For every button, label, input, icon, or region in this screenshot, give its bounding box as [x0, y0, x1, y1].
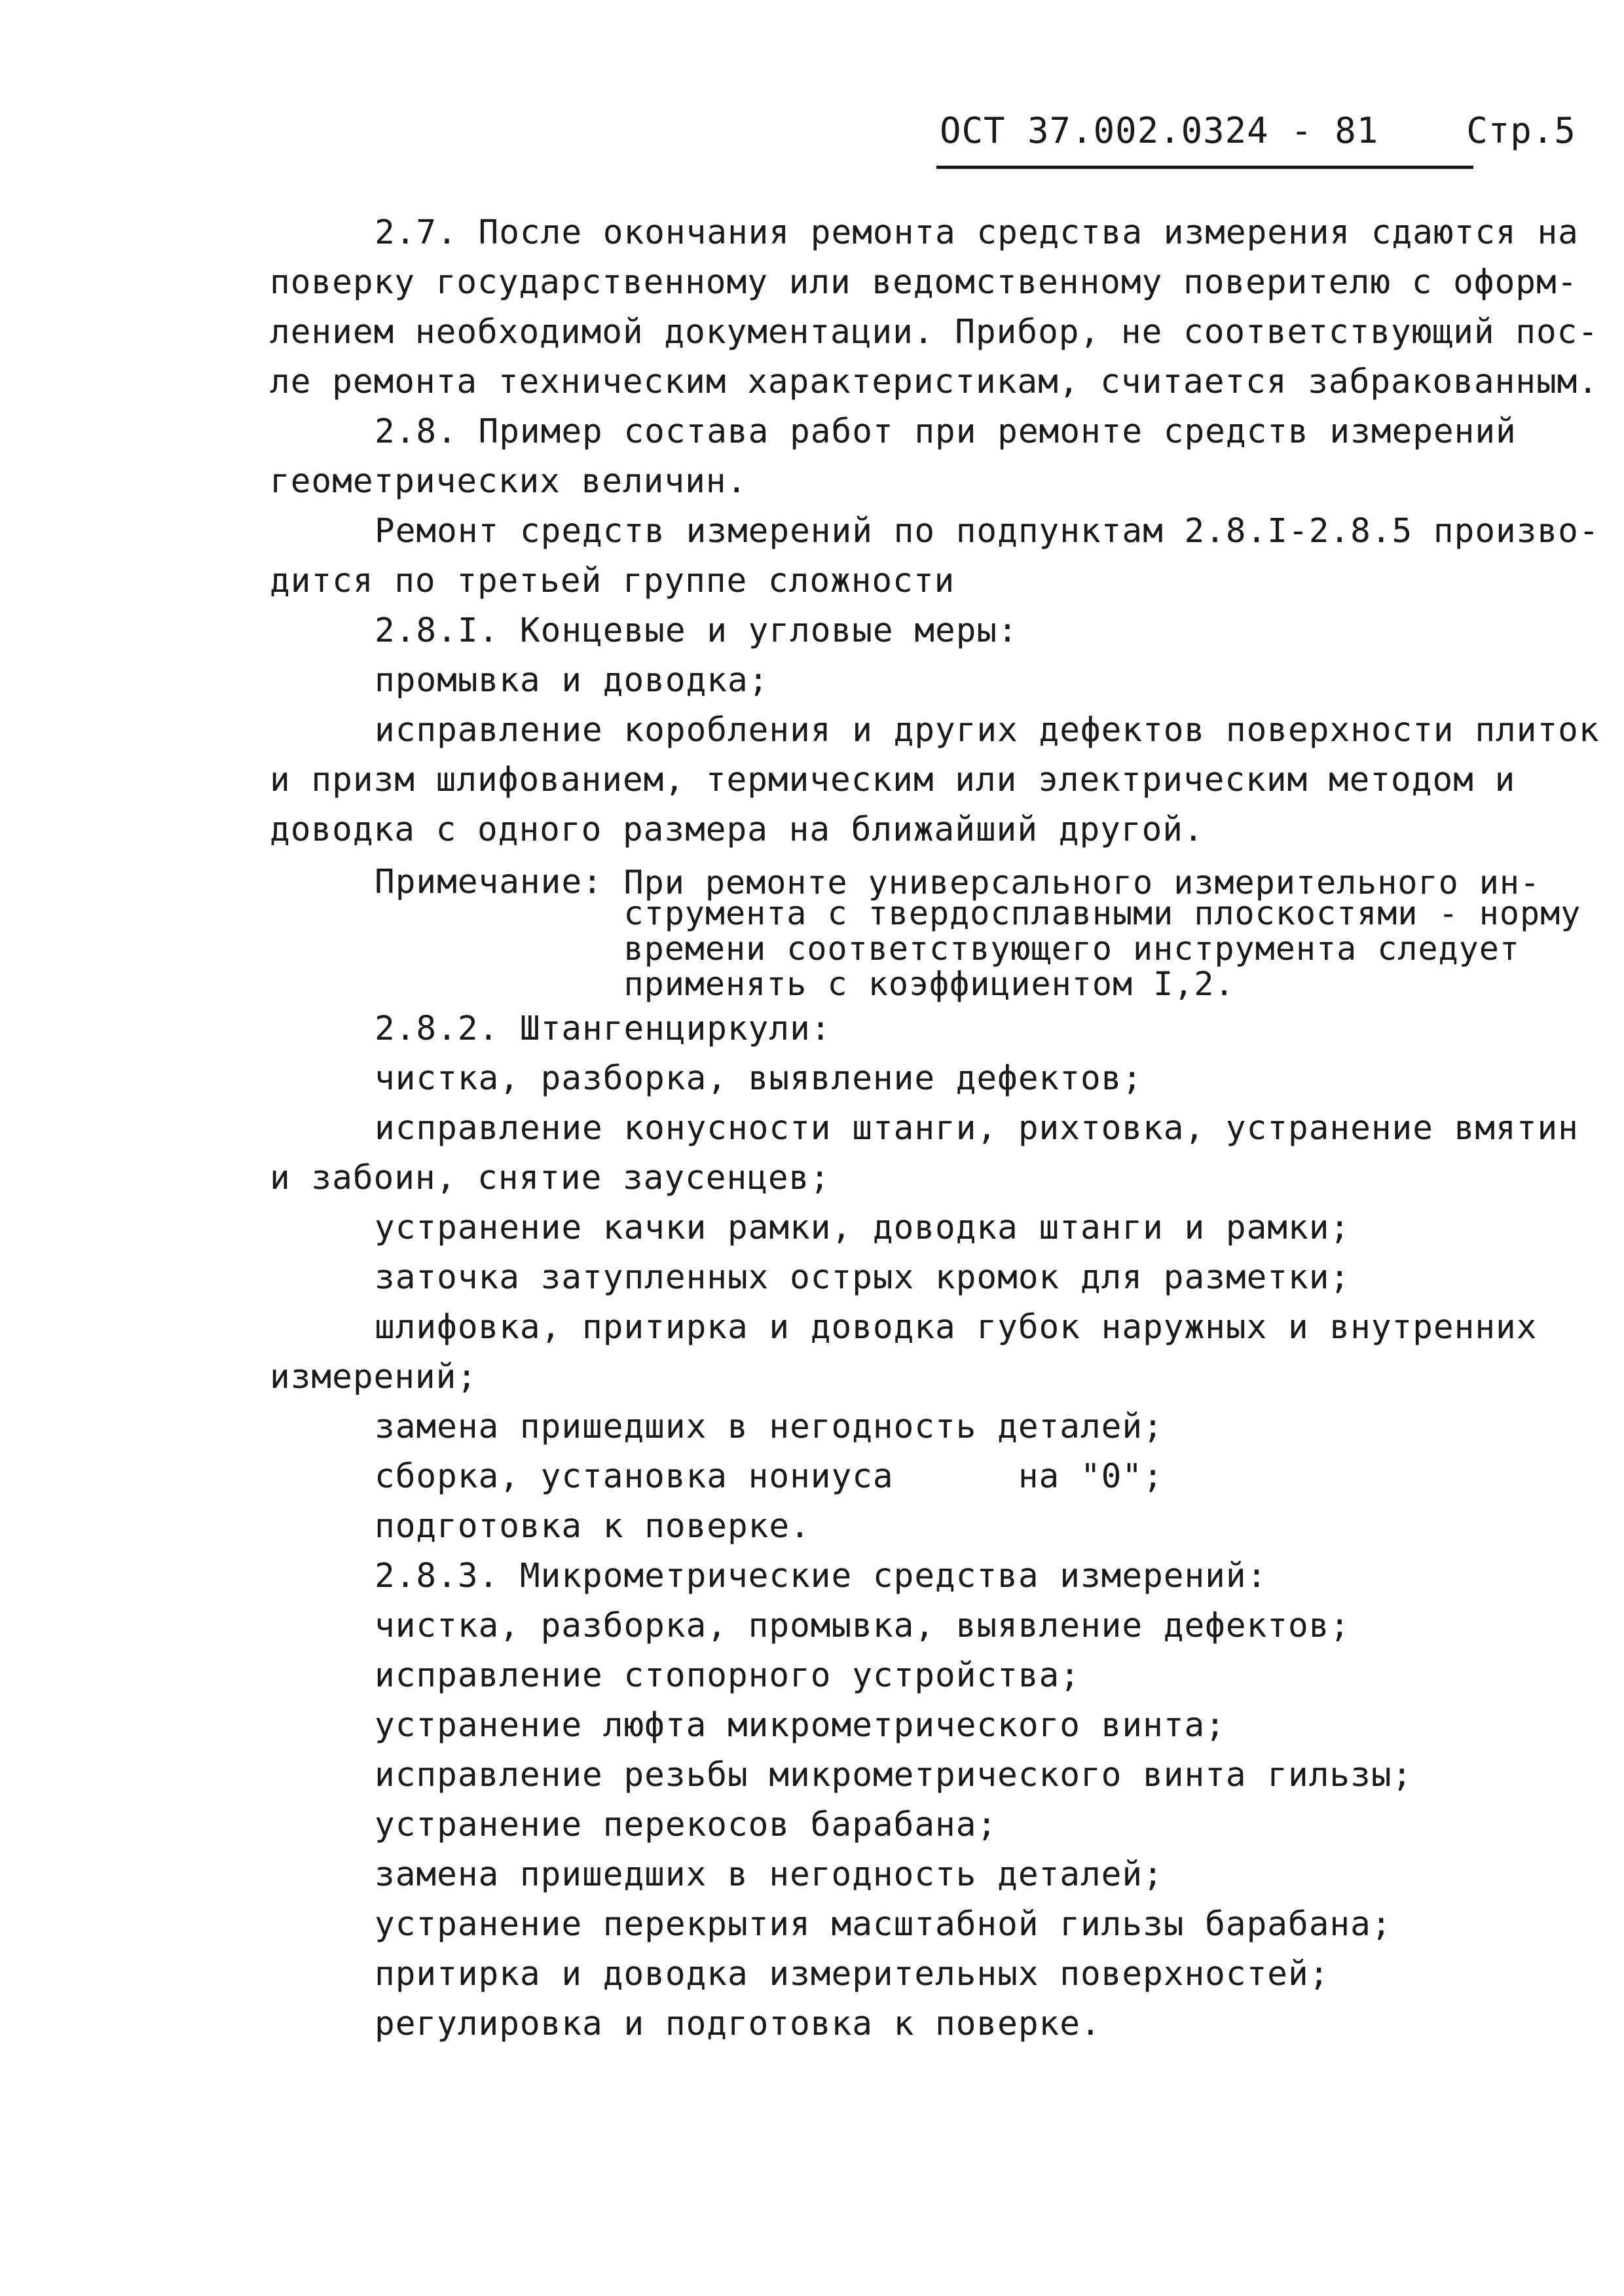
- text-line: замена пришедших в негодность деталей;: [375, 1855, 1164, 1894]
- text-line: доводка с одного размера на ближайший другой.: [270, 811, 1204, 849]
- text-line: устранение перекрытия масштабной гильзы барабана;: [375, 1905, 1392, 1944]
- note: [375, 858, 1581, 1003]
- note-line: струмента с твердосплавными плоскостями - норму: [623, 894, 1581, 932]
- text-line: исправление резьбы микрометрического винта гильзы;: [375, 1756, 1413, 1795]
- text-line: геометрических величин.: [270, 462, 748, 501]
- text-line: ле ремонта техническим характеристикам, считается забракованным.: [270, 363, 1599, 401]
- text-line: устранение перекосов барабана;: [375, 1806, 998, 1844]
- text-line: измерений;: [270, 1358, 478, 1396]
- text-line: подготовка к поверке.: [375, 1507, 811, 1546]
- header-underline: [936, 166, 1473, 169]
- text-line: замена пришедших в негодность деталей;: [375, 1408, 1164, 1446]
- text-line: притирка и доводка измерительных поверхностей;: [375, 1955, 1330, 1994]
- document-body: [270, 208, 1600, 2049]
- text-line: промывка и доводка;: [375, 661, 769, 700]
- text-block-1: [270, 208, 1600, 855]
- text-line: и забоин, снятие заусенцев;: [270, 1159, 831, 1197]
- text-line: дится по третьей группе сложности: [270, 562, 955, 600]
- text-block-2: [270, 1004, 1579, 2049]
- text-line: 2.7. После окончания ремонта средства измерения сдаются на: [375, 213, 1579, 252]
- text-line: чистка, разборка, выявление дефектов;: [375, 1059, 1143, 1098]
- page-number: Стр.5: [1466, 110, 1576, 151]
- text-line: устранение качки рамки, доводка штанги и рамки;: [375, 1209, 1351, 1247]
- document-designation: ОСТ 37.002.0324 - 81: [940, 110, 1379, 151]
- text-line: исправление коробления и других дефектов поверхности плиток: [375, 711, 1600, 750]
- note-text: [623, 858, 1581, 1002]
- text-line: исправление стопорного устройства;: [375, 1656, 1080, 1695]
- note-line: времени соответствующего инструмента следует: [623, 930, 1520, 968]
- note-line: При ремонте универсального измерительного ин-: [623, 864, 1541, 902]
- text-line: шлифовка, притирка и доводка губок наружных и внутренних: [375, 1308, 1538, 1347]
- text-line: лением необходимой документации. Прибор, не соответствующий пос-: [270, 313, 1599, 352]
- text-line: заточка затупленных острых кромок для разметки;: [375, 1258, 1351, 1297]
- text-line: 2.8.3. Микрометрические средства измерений:: [375, 1557, 1268, 1595]
- text-line: поверку государственному или ведомственному поверителю с оформ-: [270, 263, 1578, 302]
- text-line: 2.8.2. Штангенциркули:: [375, 1010, 832, 1048]
- text-line: 2.8. Пример состава работ при ремонте средств измерений: [375, 412, 1517, 451]
- page-header: [940, 110, 1576, 151]
- text-line: исправление конусности штанги, рихтовка, устранение вмятин: [375, 1109, 1579, 1148]
- note-line: применять с коэффициентом I,2.: [623, 965, 1235, 1003]
- text-line: регулировка и подготовка к поверке.: [375, 2005, 1101, 2043]
- note-label: Примечание:: [375, 863, 603, 902]
- text-line: Ремонт средств измерений по подпунктам 2.8.I-2.8.5 произво-: [375, 512, 1600, 551]
- text-line: 2.8.I. Концевые и угловые меры:: [375, 611, 1018, 650]
- text-line: сборка, установка нониуса на "0";: [375, 1457, 1164, 1496]
- text-line: чистка, разборка, промывка, выявление дефектов;: [375, 1607, 1351, 1645]
- text-line: устранение люфта микрометрического винта;: [375, 1706, 1226, 1745]
- text-line: и призм шлифованием, термическим или электрическим методом и: [270, 761, 1516, 799]
